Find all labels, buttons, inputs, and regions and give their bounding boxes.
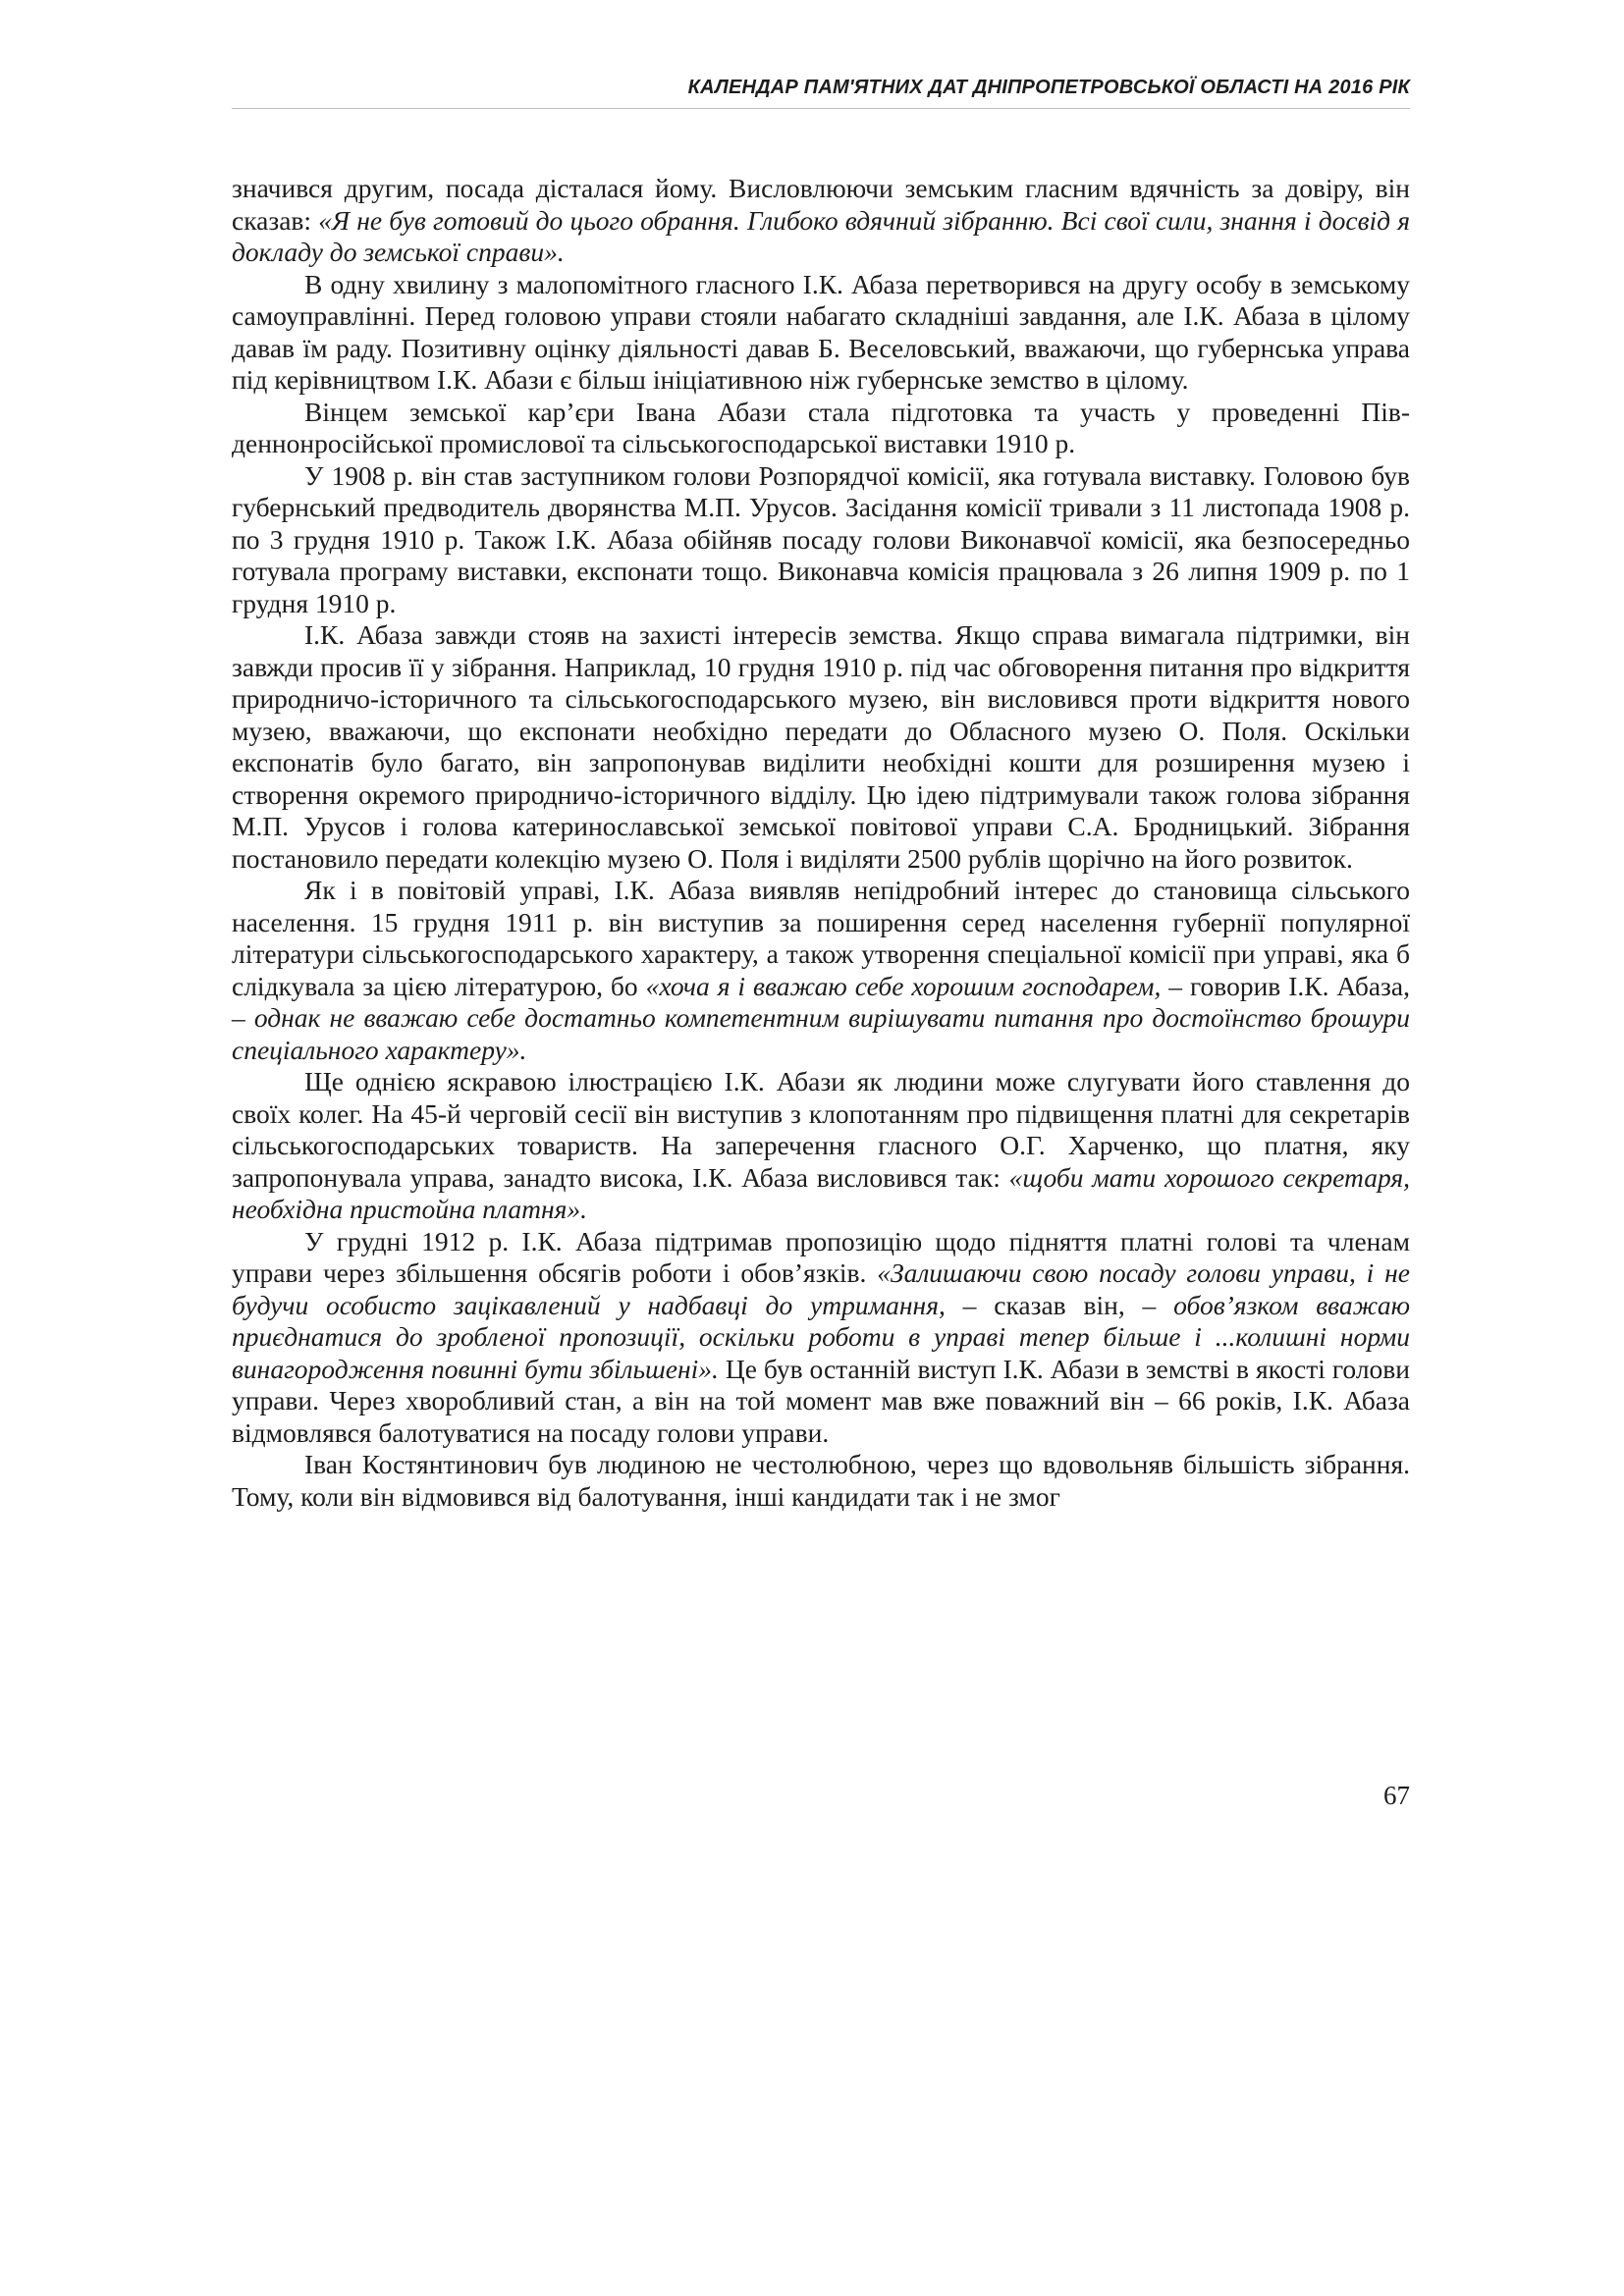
paragraph-text: Вінцем земської кар’єри Івана Абази стала підготовка та участь у проведенні Південнонросійської промислової та сільськогосподарської виставки 1910 р. bbox=[232, 396, 1410, 458]
paragraph-text: Це був останній виступ І.К. Абази в земстві в якості голови управи. Через хворобливий стан, а він на той момент мав вже поважний він – 66 років, І.К. Абаза відмовлявся балотуватися на посаду голови управи. bbox=[232, 1353, 1410, 1448]
quote-text: «щоби мати хорошого секретаря, необхідна пристойна платня». bbox=[232, 1161, 1410, 1224]
paragraph-text: Іван Костянтинович був людиною не честолюбною, через що вдовольняв більшість зібрання. Тому, коли він відмовився від балотування, інші кандидати так і не змог bbox=[232, 1449, 1410, 1512]
header-divider bbox=[232, 108, 1410, 109]
paragraph-text: І.К. Абаза завжди стояв на захисті інтересів земства. Якщо справа вимагала підтримки, він завжди просив її у зібрання. Наприклад, 10 грудня 1910 р. під час обговорення питання про відкриття природничо-історичного та сільськогосподарського музею, він висловився проти відкриття нового музею, вважаючи, що експонати необхідно передати до Обласного музею О. Поля. Оскільки експонатів було багато, він запропонував виділити необхідні кошти для розширення музею і створення окремого природничо-історичного відділу. Цю ідею підтримували також голова зібрання М.П. Урусов і голова катеринославської земської повітової управи С.А. Бродницький. Зібрання постановило передати колекцію музею О. Поля і виділяти 2500 рублів щорічно на його розвиток. bbox=[232, 619, 1410, 874]
paragraph-text: значився другим, посада дісталася йому. Висловлюючи земським гласним вдячність за довіру, він сказав: bbox=[232, 173, 1410, 236]
paragraph-text: – говорив І.К. Абаза, bbox=[1161, 970, 1410, 1001]
paragraph bbox=[232, 619, 1410, 875]
paragraph-text: – сказав він, – bbox=[945, 1289, 1174, 1320]
paragraph-text: Ще однією яскравою ілюстрацією І.К. Абази як людини може слугувати його ставлення до своїх колег. На 45-й черговій сесії він виступив з клопотанням про підвищення платні для секретарів сільськогосподарських товариств. На заперечення гласного О.Г. Харченко, що платня, яку запропонувала управа, занадто висока, І.К. Абаза висловився так: bbox=[232, 1066, 1410, 1193]
paragraph bbox=[232, 1066, 1410, 1226]
paragraph bbox=[232, 460, 1410, 620]
paragraph-text: У 1908 р. він став заступником голови Розпорядчої комісії, яка готувала виставку. Головою був губернський предводитель дворянства М.П. Урусов. Засідання комісії тривали з 11 листопада 1908 р. по 3 грудня 1910 р. Також І.К. Абаза обійняв посаду голови Виконавчої комісії, яка безпосередньо готувала програму виставки, експонати тощо. Виконавча комісія працювала з 26 липня 1909 р. по 1 грудня 1910 р. bbox=[232, 459, 1410, 618]
paragraph-text: В одну хвилину з малопомітного гласного І.К. Абаза перетворився на другу особу в земському самоуправлінні. Перед головою управи стояли набагато складніші завдання, але І.К. Абаза в цілому давав їм раду. Позитивну оцінку діяльності давав Б. Веселовський, вважаючи, що губернська управа під керівництвом І.К. Абази є більш ініціативною ніж губернське земство в цілому. bbox=[232, 268, 1410, 395]
page-number: 67 bbox=[1383, 1781, 1410, 1810]
quote-text: «хоча я і вважаю себе хорошим господарем, bbox=[645, 970, 1162, 1001]
paragraph-text: У грудні 1912 р. І.К. Абаза підтримав пропозицію щодо підняття платні голові та членам управи через збільшення обсягів роботи і обов’язків. bbox=[232, 1225, 1410, 1288]
quote-text: «Залишаючи свою посаду голови управи, і не будучи особисто зацікавлений у надбавці до утримання, bbox=[232, 1257, 1410, 1320]
quote-text: «Я не був готовий до цього обрання. Глибоко вдячний зібранню. Всі свої сили, знання і досвід я докладу до земської справи». bbox=[232, 204, 1410, 267]
quote-text: – однак не вважаю себе достатньо компетентним вирішувати питання про достоїнство брошури спеціального характеру». bbox=[232, 1002, 1410, 1065]
paragraph bbox=[232, 1449, 1410, 1513]
paragraph bbox=[232, 397, 1410, 460]
paragraph bbox=[232, 1226, 1410, 1450]
paragraph bbox=[232, 875, 1410, 1066]
running-header: КАЛЕНДАР ПАМ'ЯТНИХ ДАТ ДНІПРОПЕТРОВСЬКОЇ ОБЛАСТІ НА 2016 РІК bbox=[687, 77, 1410, 98]
paragraph-text: Як і в повітовій управі, І.К. Абаза виявляв непідробний інтерес до становища сільського населення. 15 грудня 1911 р. він виступив за поширення серед населення губернії популярної літератури сільськогосподарського характеру, а також утворення спеціальної комісії при управі, яка б слідкувала за цією літературою, бо bbox=[232, 875, 1410, 1001]
quote-text: обов’язком вважаю приєднатися до зробленої пропозиції, оскільки роботи в управі тепер більше і ...колишні норми винагородження повинні бути збільшені». bbox=[232, 1289, 1410, 1384]
article-body bbox=[232, 173, 1410, 1513]
paragraph bbox=[232, 269, 1410, 397]
paragraph bbox=[232, 173, 1410, 269]
